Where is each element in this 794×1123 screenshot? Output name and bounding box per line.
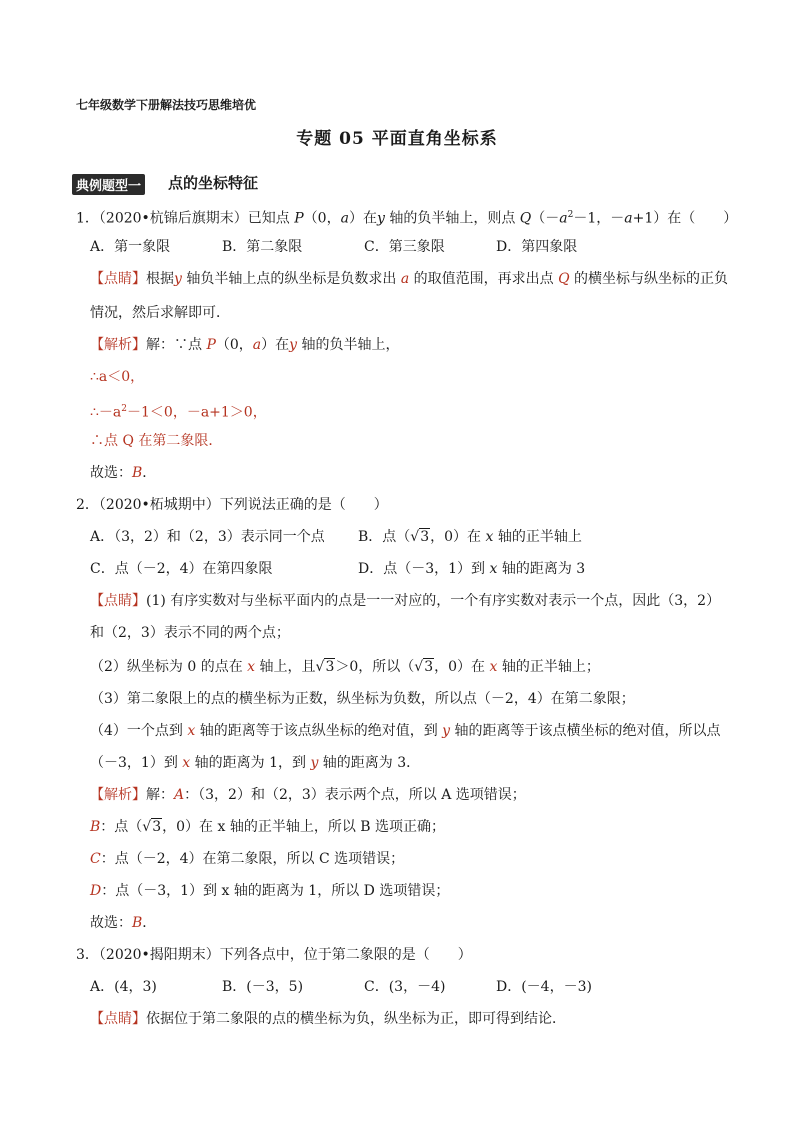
q1-tip-line2: 情况，然后求解即可． (90, 305, 230, 321)
q3-option-b: B．(－3，5) (222, 979, 304, 995)
section-title: 点的坐标特征 (168, 174, 259, 192)
q2-option-d: D．点（－3，1）到 x 轴的距离为 3 (358, 561, 586, 577)
q2-tip-line6: （－3，1）到 x 轴的距离为 1，到 y 轴的距离为 3． (90, 755, 421, 771)
q1-solution-line3: $\therefore-a^2-1<0$，－a+1＞0， (90, 404, 267, 421)
q2-tip-line2: 和（2，3）表示不同的两个点； (90, 625, 290, 641)
document-title: 专题 05 平面直角坐标系 (296, 129, 498, 149)
q2-tip-line4: （3）第二象限上的点的横坐标为正数，纵坐标为负数，所以点（－2，4）在第二象限； (90, 691, 635, 707)
document-header: 七年级数学下册解法技巧思维培优 (76, 98, 257, 112)
q3-option-a: A．(4，3) (90, 979, 157, 995)
sqrt-symbol: √3 (414, 659, 434, 675)
q3-option-d: D．(－4，－3) (496, 979, 592, 995)
q2-answer: 故选：B． (90, 915, 157, 931)
q2-option-a: A．（3，2）和（2，3）表示同一个点 (90, 529, 325, 545)
q1-stem: 1．（2020•杭锦后旗期末）已知点 P（0，a）在y 轴的负半轴上，则点 $Q(-a^2-1$，－a+1）在（ ） (76, 210, 738, 227)
q1-solution-line4: ∴点 Q 在第二象限． (90, 433, 223, 449)
q2-solution-line1: 【解析】解：A：（3，2）和（2，3）表示两个点，所以 A 选项错误； (90, 787, 526, 803)
q2-option-c: C．点（－2，4）在第四象限 (90, 561, 273, 577)
q1-answer: 故选：B． (90, 465, 157, 481)
q1-solution-line2: ∴a＜0， (90, 369, 145, 385)
sqrt-symbol: √3 (315, 659, 335, 675)
q1-tip-line1: 【点睛】根据y 轴负半轴上点的纵坐标是负数求出 a 的取值范围，再求出点 Q 的横坐标与纵坐标的正负 (90, 271, 729, 287)
q2-tip-line1: 【点睛】(1) 有序实数对与坐标平面内的点是一一对应的，一个有序实数对表示一个点，因此（3，2） (90, 593, 721, 609)
q2-stem: 2．（2020•柘城期中）下列说法正确的是（ ） (76, 497, 388, 513)
q2-solution-line4: D：点（－3，1）到 x 轴的距离为 1，所以 D 选项错误； (90, 883, 450, 899)
section-badge: 典例题型一 (72, 174, 145, 195)
q1-option-d: D．第四象限 (496, 239, 578, 255)
q2-option-b: B．点（√3，0）在 x 轴的正半轴上 (358, 526, 582, 548)
q2-tip-line5: （4）一个点到 x 轴的距离等于该点纵坐标的绝对值，到 y 轴的距离等于该点横坐标的绝对值，所以点 (90, 723, 721, 739)
q3-stem: 3．（2020•揭阳期末）下列各点中，位于第二象限的是（ ） (76, 947, 472, 963)
q2-solution-line3: C：点（－2，4）在第二象限，所以 C 选项错误； (90, 851, 405, 867)
q1-solution-line1: 【解析】解：∵点 P（0，a）在y 轴的负半轴上， (90, 337, 400, 353)
q1-option-b: B．第二象限 (222, 239, 303, 255)
sqrt-symbol: √3 (410, 529, 430, 545)
q3-tip-line1: 【点睛】依据位于第二象限的点的横坐标为负，纵坐标为正，即可得到结论． (90, 1011, 566, 1027)
q1-option-a: A．第一象限 (90, 239, 171, 255)
q1-option-c: C．第三象限 (364, 239, 445, 255)
q2-tip-line3: （2）纵坐标为 0 的点在 x 轴上，且√3＞0，所以（√3，0）在 x 轴的正半轴上； (90, 656, 600, 678)
q2-solution-line2: B：点（√3，0）在 x 轴的正半轴上，所以 B 选项正确； (90, 816, 445, 838)
sqrt-symbol: √3 (142, 819, 162, 835)
q3-option-c: C．(3，－4) (364, 979, 446, 995)
